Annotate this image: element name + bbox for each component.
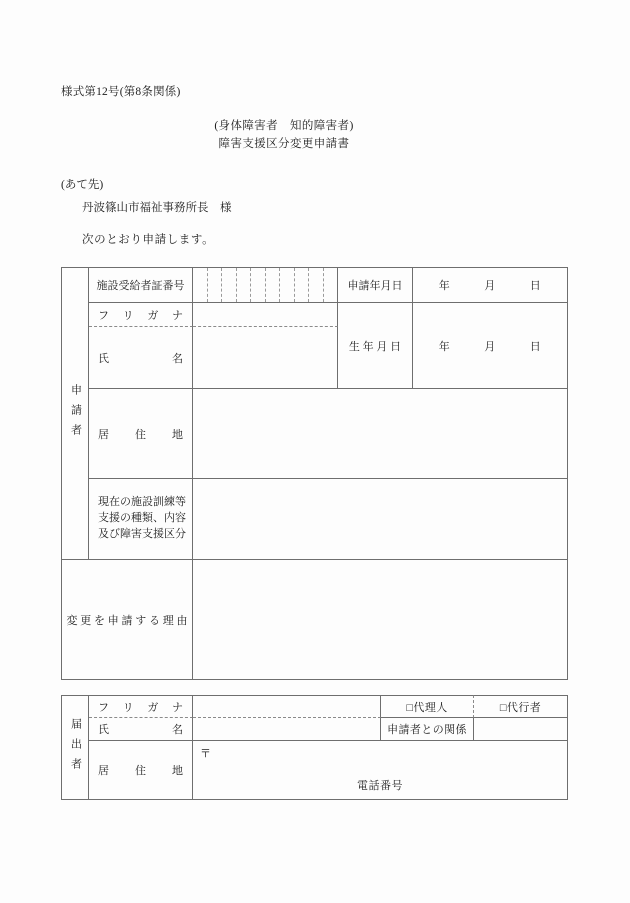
furigana-char: ナ (171, 309, 183, 322)
receipt-number-input[interactable] (193, 267, 338, 303)
addressee-label: (あて先) (61, 179, 104, 191)
furigana-char: ナ (171, 701, 183, 714)
birth-date-month-unit: 月 (484, 340, 496, 353)
furigana-char: フ (98, 701, 109, 714)
application-date-label: 申請年月日 (338, 267, 413, 303)
residence-char: 地 (172, 765, 183, 777)
residence-char: 住 (135, 428, 146, 441)
receipt-number-digit-cell[interactable] (295, 268, 310, 302)
receipt-number-digit-cell[interactable] (251, 268, 266, 302)
agent-checkbox[interactable]: □代行者 (474, 695, 568, 718)
addressee-name: 丹波篠山市福祉事務所長 様 (82, 202, 232, 214)
furigana-char: フ (98, 309, 109, 322)
application-date-month-unit: 月 (484, 280, 496, 292)
residence-char: 居 (98, 428, 109, 441)
current-support-label-line-1: 現在の施設訓練等 (98, 496, 186, 509)
applicant-residence-input[interactable] (193, 389, 568, 479)
birth-date-year-unit: 年 (438, 340, 451, 353)
current-support-label (89, 479, 193, 560)
submitter-name-input[interactable] (193, 718, 381, 741)
submitter-furigana-input[interactable] (193, 695, 381, 718)
birth-date-input[interactable] (413, 303, 568, 389)
residence-char: 住 (135, 765, 146, 777)
residence-char: 地 (172, 428, 183, 441)
applicant-furigana-input[interactable] (193, 303, 338, 327)
furigana-char: リ (122, 309, 134, 322)
current-support-input[interactable] (193, 479, 568, 560)
intro-text: 次のとおり申請します。 (82, 234, 215, 246)
current-support-label-line-2: 支援の種類、内容 (98, 512, 186, 525)
submitter-name-label (89, 718, 193, 741)
name-char: 氏 (98, 352, 109, 365)
title-main-line: 障害支援区分変更申請書 (218, 137, 350, 150)
postal-code-icon: 〒 (200, 748, 211, 760)
applicant-vertical-label-text: 申請者 (69, 383, 82, 444)
current-support-label-line-3: 及び障害支援区分 (98, 527, 186, 540)
receipt-number-label: 施設受給者証番号 (89, 267, 193, 303)
change-reason-label: 変 更 を 申 請 す る 理 由 (61, 560, 193, 680)
receipt-number-digit-cell[interactable] (222, 268, 237, 302)
relationship-input[interactable] (474, 718, 568, 741)
submitter-residence-input[interactable] (193, 741, 568, 800)
receipt-number-digit-cell[interactable] (324, 268, 338, 302)
title-subject-line: (身体障害者 知的障害者) (214, 120, 354, 132)
furigana-char: ガ (147, 309, 159, 322)
form-number: 様式第12号(第8条関係) (61, 86, 181, 98)
birth-date-day-unit: 日 (529, 340, 542, 353)
receipt-number-digit-cell[interactable] (237, 268, 252, 302)
application-date-year-unit: 年 (438, 280, 451, 292)
receipt-number-digit-cell[interactable] (309, 268, 324, 302)
relationship-label: 申請者との関係 (381, 718, 474, 741)
submitter-vertical-label (61, 695, 89, 800)
applicant-vertical-label (61, 267, 89, 560)
document-title (0, 118, 568, 154)
receipt-number-digit-cell[interactable] (193, 268, 208, 302)
submitter-residence-label (89, 741, 193, 800)
applicant-name-label (89, 327, 193, 389)
name-char: 名 (172, 724, 183, 736)
receipt-number-digit-cell[interactable] (208, 268, 223, 302)
application-date-input[interactable] (413, 267, 568, 303)
change-reason-input[interactable] (193, 560, 568, 680)
furigana-char: リ (122, 701, 134, 714)
birth-date-label: 生 年 月 日 (338, 303, 413, 389)
application-date-day-unit: 日 (529, 280, 542, 292)
submitter-vertical-label-text: 届出者 (69, 717, 82, 778)
proxy-checkbox[interactable]: □代理人 (381, 695, 474, 718)
phone-number-label: 電話番号 (357, 780, 403, 792)
applicant-residence-label (89, 389, 193, 479)
receipt-number-digit-cell[interactable] (280, 268, 295, 302)
submitter-furigana-label (89, 695, 193, 718)
name-char: 氏 (98, 724, 109, 736)
residence-char: 居 (98, 765, 109, 777)
receipt-number-digit-cell[interactable] (266, 268, 281, 302)
applicant-furigana-label (89, 303, 193, 327)
applicant-name-input[interactable] (193, 327, 338, 389)
name-char: 名 (172, 352, 183, 365)
furigana-char: ガ (147, 701, 159, 714)
